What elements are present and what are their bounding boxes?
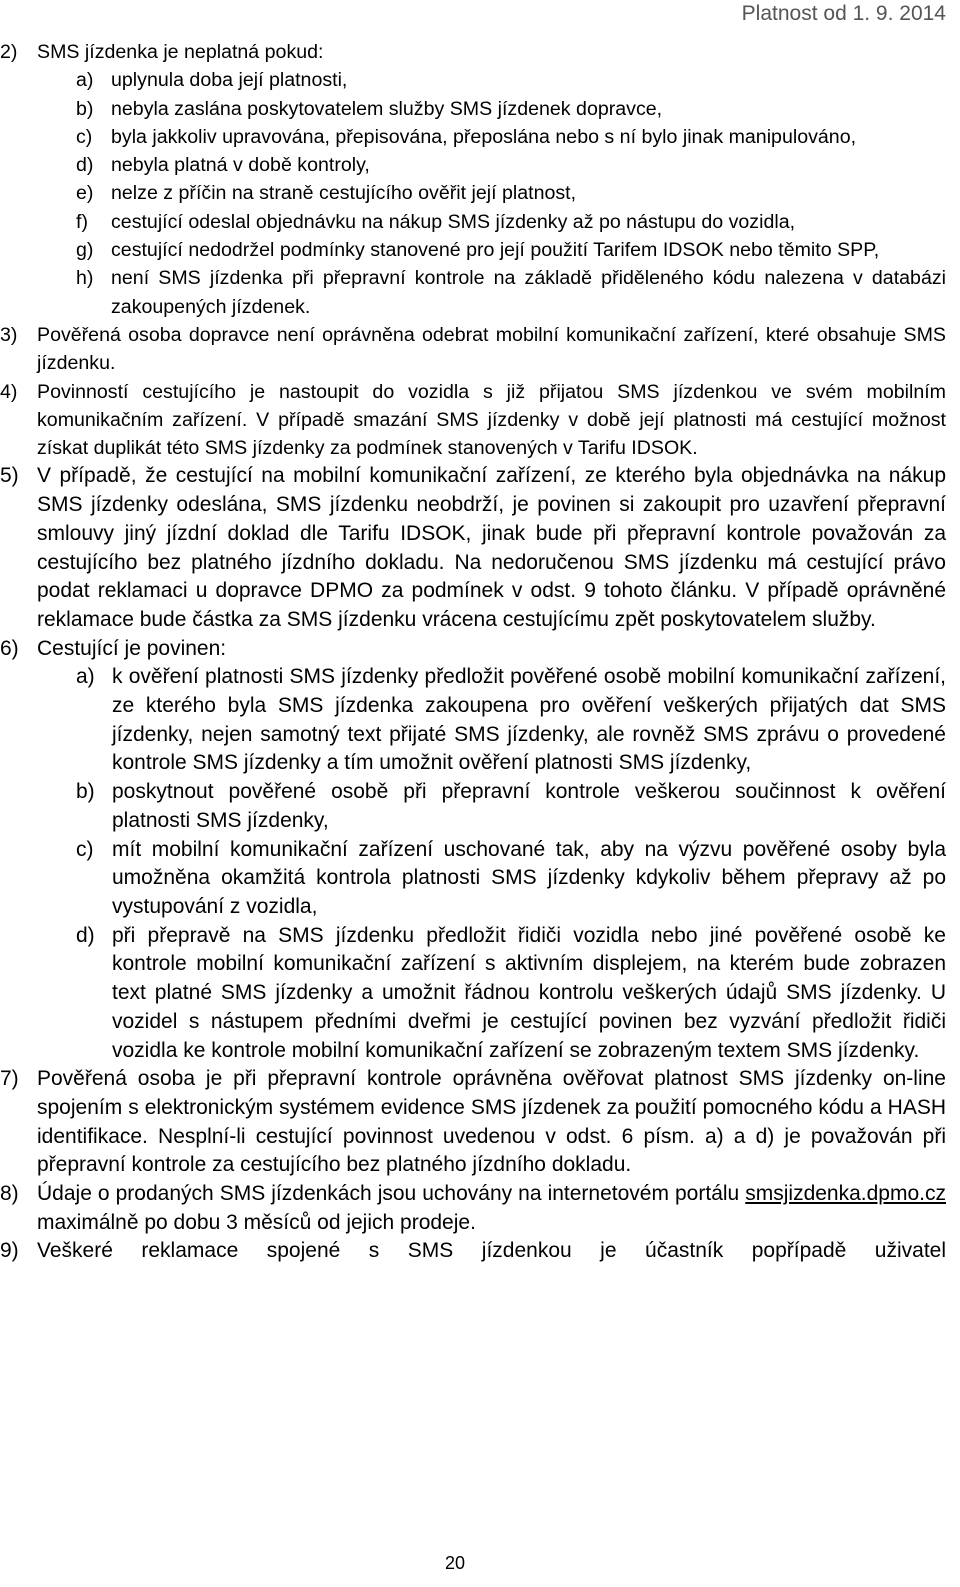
point-text: V případě, že cestující na mobilní komunikační zařízení, ze kterého byla objednávka na nákup SMS jízdenky odeslána, SMS jízdenku neobdrží, je povinen si zakoupit pro uzavření přepravní smlouvy jiný jízdní doklad dle Tarifu IDSOK, jinak bude při přepravní kontrole považován za cestujícího bez platného jízdního dokladu. Na nedoručenou SMS jízdenku má cestující právo podat reklamaci u dopravce DPMO za podmínek v odst. 9 tohoto článku. V případě oprávněné reklamace bude částka za SMS jízdenku vrácena cestujícímu zpět poskytovatelem služby. bbox=[37, 464, 946, 631]
list-item-text: poskytnout pověřené osobě při přepravní kontrole veškerou součinnost k ověření platnosti SMS jízdenky, bbox=[112, 780, 946, 832]
list-marker: d) bbox=[76, 923, 95, 947]
point-8 bbox=[0, 1180, 946, 1237]
list-marker: b) bbox=[76, 97, 94, 120]
list-marker: d) bbox=[76, 154, 94, 177]
list-marker: h) bbox=[76, 267, 94, 290]
list-marker: e) bbox=[76, 182, 94, 205]
point-5 bbox=[0, 462, 946, 634]
point-text: Údaje o prodaných SMS jízdenkách jsou uchovány na internetovém portálu bbox=[37, 1182, 746, 1206]
point-number: 7) bbox=[0, 1067, 19, 1091]
list-item-text: cestující nedodržel podmínky stanovené pro její použití Tarifem IDSOK nebo těmito SPP, bbox=[111, 239, 880, 262]
point-9 bbox=[0, 1237, 946, 1266]
validity-date: Platnost od 1. 9. 2014 bbox=[741, 2, 946, 25]
list-item bbox=[0, 66, 946, 94]
point-6 bbox=[0, 635, 946, 664]
list-item-text: mít mobilní komunikační zařízení uschované tak, aby na výzvu pověřené osoby byla umožněna okamžitá kontrola platnosti SMS jízdenky kdykoliv během přepravy až po vystupování z vozidla, bbox=[112, 837, 946, 918]
list-item bbox=[0, 95, 946, 123]
list-marker: a) bbox=[76, 69, 94, 92]
list-item-text: k ověření platnosti SMS jízdenky předložit pověřené osobě mobilní komunikační zařízení, ze kterého byla SMS jízdenka zakoupena pro ověření veškerých přijatých dat SMS jízdenky, nejen samotný text přijaté SMS jízdenky, ale rovněž SMS zprávu o provedené kontrole SMS jízdenky a tím umožnit ověření platnosti SMS jízdenky, bbox=[112, 665, 946, 775]
list-item-text: při přepravě na SMS jízdenku předložit řidiči vozidla nebo jiné pověřené osobě ke kontrole mobilní komunikační zařízení s aktivním displejem, na kterém bude zobrazen text platné SMS jízdenky a umožnit řádnou kontrolu veškerých údajů SMS jízdenky. U vozidel s nástupem předními dveřmi je cestující povinen bez vyzvání předložit řidiči vozidla ke kontrole mobilní komunikační zařízení se zobrazeným textem SMS jízdenky. bbox=[112, 923, 946, 1062]
list-item-text: uplynula doba její platnosti, bbox=[111, 69, 348, 92]
point-6-list bbox=[0, 663, 946, 1065]
point-4 bbox=[0, 378, 946, 463]
point-2 bbox=[0, 38, 946, 66]
page-number: 20 bbox=[444, 1553, 466, 1573]
list-item-text: nebyla zaslána poskytovatelem služby SMS jízdenek dopravce, bbox=[111, 97, 663, 120]
portal-link[interactable]: smsjizdenka.dpmo.cz bbox=[745, 1182, 946, 1206]
point-text: Pověřená osoba dopravce není oprávněna odebrat mobilní komunikační zařízení, které obsahuje SMS jízdenku. bbox=[37, 323, 946, 375]
list-item-text: není SMS jízdenka při přepravní kontrole na základě přiděleného kódu nalezena v databázi zakoupených jízdenek. bbox=[111, 267, 946, 318]
list-marker: g) bbox=[76, 239, 94, 262]
point-text: Cestující je povinen: bbox=[37, 636, 227, 660]
document-body bbox=[0, 38, 946, 1266]
point-text-continued: maximálně po dobu 3 měsíců od jejich prodeje. bbox=[37, 1210, 476, 1234]
point-3 bbox=[0, 321, 946, 378]
point-text: Veškeré reklamace spojené s SMS jízdenkou je účastník popřípadě uživatel bbox=[37, 1239, 946, 1263]
list-marker: b) bbox=[76, 780, 95, 804]
list-item-text: byla jakkoliv upravována, přepisována, přeposlána nebo s ní bylo jinak manipulováno, bbox=[111, 125, 857, 148]
list-marker: f) bbox=[76, 210, 88, 233]
list-item bbox=[0, 179, 946, 207]
list-item-text: nebyla platná v době kontroly, bbox=[111, 154, 370, 177]
list-item bbox=[0, 151, 946, 179]
point-number: 4) bbox=[0, 380, 18, 403]
point-number: 3) bbox=[0, 323, 18, 346]
list-item bbox=[0, 208, 946, 236]
list-marker: c) bbox=[76, 125, 93, 148]
list-item-text: nelze z příčin na straně cestujícího ověřit její platnost, bbox=[111, 182, 577, 205]
list-marker: a) bbox=[76, 665, 95, 689]
list-marker: c) bbox=[76, 837, 94, 861]
list-item bbox=[0, 663, 946, 778]
point-number: 6) bbox=[0, 636, 19, 660]
list-item bbox=[0, 236, 946, 264]
list-item bbox=[0, 836, 946, 922]
list-item-text: cestující odeslal objednávku na nákup SMS jízdenky až po nástupu do vozidla, bbox=[111, 210, 796, 233]
point-text: Povinností cestujícího je nastoupit do vozidla s již přijatou SMS jízdenkou ve svém mobilním komunikačním zařízení. V případě smazání SMS jízdenky v době její platnosti má cestující možnost získat duplikát této SMS jízdenky za podmínek stanovených v Tarifu IDSOK. bbox=[37, 380, 946, 460]
list-item bbox=[0, 264, 946, 321]
list-item bbox=[0, 123, 946, 151]
point-number: 9) bbox=[0, 1239, 19, 1263]
point-2-list bbox=[0, 66, 946, 321]
point-number: 2) bbox=[0, 41, 18, 63]
point-number: 5) bbox=[0, 464, 19, 488]
point-text: Pověřená osoba je při přepravní kontrole oprávněna ověřovat platnost SMS jízdenky on-line spojením s elektronickým systémem evidence SMS jízdenek za použití pomocného kódu a HASH identifikace. Nesplní-li cestující povinnost uvedenou v odst. 6 písm. a) a d) je považován při přepravní kontrole za cestujícího bez platného jízdního dokladu. bbox=[37, 1067, 946, 1177]
list-item bbox=[0, 922, 946, 1066]
list-item bbox=[0, 778, 946, 835]
point-text: SMS jízdenka je neplatná pokud: bbox=[37, 41, 324, 63]
point-7 bbox=[0, 1065, 946, 1180]
point-number: 8) bbox=[0, 1182, 19, 1206]
